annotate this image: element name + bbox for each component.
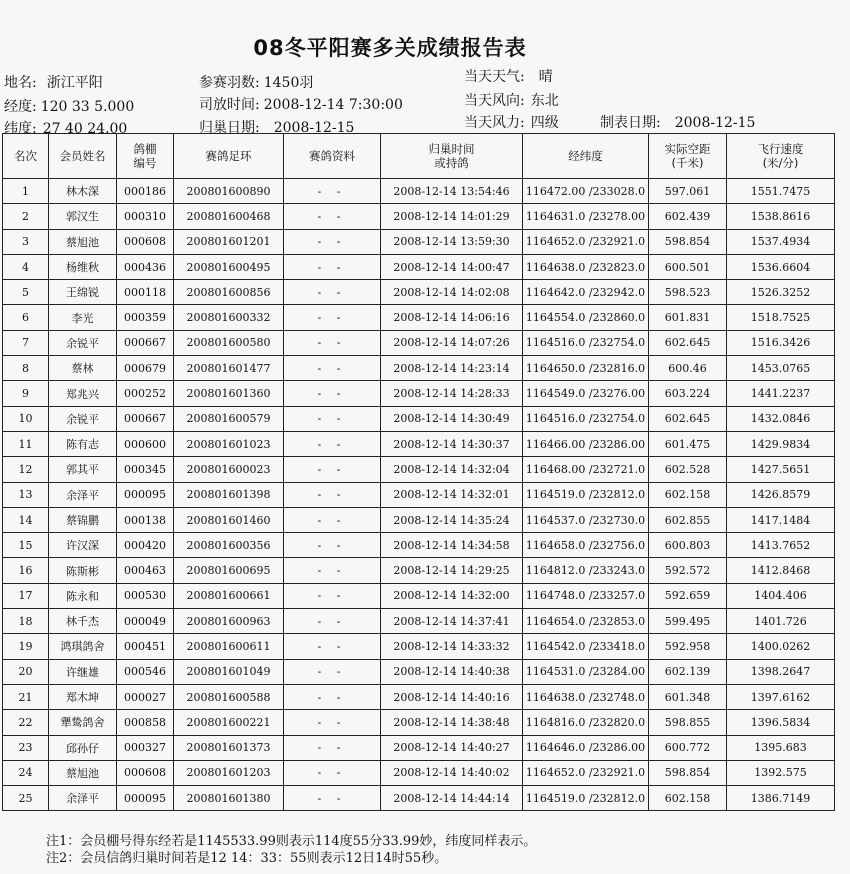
cell-rank: 5 [3,280,49,305]
cell-loft-number: 000345 [117,457,174,482]
cell-member-name: 余锐平 [49,330,117,355]
table-row [3,710,835,735]
wind-direction-label: 当天风向: [464,93,525,109]
cell-loft-number: 000600 [117,431,174,456]
cell-loft-number: 000608 [117,760,174,785]
cell-ring-number: 200801600356 [174,533,284,558]
cell-return-time: 2008-12-14 14:30:37 [381,431,523,456]
cell-member-name: 犟鸷鸽舍 [49,710,117,735]
table-row [3,558,835,583]
cell-ring-number: 200801600695 [174,558,284,583]
place-value: 浙江平阳 [46,75,103,91]
cell-speed: 1401.726 [727,609,835,634]
cell-return-time: 2008-12-14 14:23:14 [381,356,523,381]
col-header-ring: 赛鸽足环 [174,134,284,179]
footnote-2: 注2：会员信鸽归巢时间若是12 14：33：55则表示12日14时55秒。 [46,851,448,866]
cell-return-time: 2008-12-14 14:32:04 [381,457,523,482]
entries-value: 1450羽 [263,75,314,91]
table-row [3,431,835,456]
cell-rank: 14 [3,507,49,532]
cell-coordinates: 1164646.0 /23286.00 [523,735,649,760]
cell-loft-number: 000327 [117,735,174,760]
latitude-value: 27 40 24.00 [42,121,128,137]
cell-coordinates: 1164638.0 /232823.0 [523,254,649,279]
cell-pigeon-info: - - [284,710,381,735]
cell-pigeon-info: - - [284,507,381,532]
cell-speed: 1453.0765 [727,356,835,381]
table-header-row [3,134,835,179]
col-header-return-time: 归巢时间 或持鸽 [381,134,523,179]
cell-rank: 1 [3,179,49,204]
cell-ring-number: 200801600023 [174,457,284,482]
cell-speed: 1400.0262 [727,634,835,659]
cell-coordinates: 1164537.0 /232730.0 [523,507,649,532]
table-row [3,533,835,558]
cell-distance: 600.772 [649,735,727,760]
cell-return-time: 2008-12-14 14:40:38 [381,659,523,684]
made-date-value: 2008-12-15 [674,115,756,131]
table-row [3,179,835,204]
longitude-label: 经度: [4,99,37,115]
cell-speed: 1526.3252 [727,280,835,305]
cell-ring-number: 200801600579 [174,406,284,431]
cell-return-time: 2008-12-14 14:28:33 [381,381,523,406]
cell-speed: 1551.7475 [727,179,835,204]
cell-member-name: 王绵锐 [49,280,117,305]
cell-rank: 25 [3,786,49,811]
cell-coordinates: 1164549.0 /23276.00 [523,381,649,406]
cell-pigeon-info: - - [284,760,381,785]
cell-rank: 24 [3,760,49,785]
cell-loft-number: 000310 [117,204,174,229]
cell-coordinates: 1164748.0 /233257.0 [523,583,649,608]
cell-member-name: 余泽平 [49,786,117,811]
wind-direction-field [464,90,559,110]
return-date-value: 2008-12-15 [273,120,355,136]
cell-ring-number: 200801600661 [174,583,284,608]
cell-distance: 602.645 [649,330,727,355]
cell-pigeon-info: - - [284,735,381,760]
cell-member-name: 陈有志 [49,431,117,456]
cell-pigeon-info: - - [284,431,381,456]
cell-coordinates: 1164638.0 /232748.0 [523,684,649,709]
table-row [3,356,835,381]
cell-member-name: 蔡旭池 [49,229,117,254]
cell-return-time: 2008-12-14 14:37:41 [381,609,523,634]
cell-member-name: 余锐平 [49,406,117,431]
table-row [3,634,835,659]
cell-coordinates: 1164658.0 /232756.0 [523,533,649,558]
cell-return-time: 2008-12-14 14:44:14 [381,786,523,811]
cell-distance: 598.854 [649,760,727,785]
cell-ring-number: 200801601360 [174,381,284,406]
cell-coordinates: 1164642.0 /232942.0 [523,280,649,305]
cell-speed: 1427.5651 [727,457,835,482]
cell-rank: 21 [3,684,49,709]
cell-rank: 18 [3,609,49,634]
table-row [3,204,835,229]
cell-distance: 598.854 [649,229,727,254]
cell-speed: 1518.7525 [727,305,835,330]
weather-field [464,66,553,86]
cell-return-time: 2008-12-14 14:00:47 [381,254,523,279]
cell-rank: 17 [3,583,49,608]
cell-pigeon-info: - - [284,356,381,381]
cell-pigeon-info: - - [284,558,381,583]
cell-speed: 1516.3426 [727,330,835,355]
cell-rank: 3 [3,229,49,254]
place-label: 地名: [4,75,37,91]
cell-return-time: 2008-12-14 14:02:08 [381,280,523,305]
cell-pigeon-info: - - [284,229,381,254]
wind-force-value: 四级 [530,115,559,131]
cell-coordinates: 1164542.0 /233418.0 [523,634,649,659]
release-time-value: 2008-12-14 7:30:00 [263,97,403,113]
cell-ring-number: 200801600611 [174,634,284,659]
cell-coordinates: 116468.00 /232721.0 [523,457,649,482]
cell-loft-number: 000451 [117,634,174,659]
cell-coordinates: 1164652.0 /232921.0 [523,229,649,254]
cell-loft-number: 000118 [117,280,174,305]
made-date-field [600,112,755,132]
col-header-loft: 鸽棚 编号 [117,134,174,179]
cell-distance: 592.572 [649,558,727,583]
cell-rank: 22 [3,710,49,735]
cell-distance: 601.475 [649,431,727,456]
cell-return-time: 2008-12-14 14:38:48 [381,710,523,735]
weather-value: 晴 [538,69,553,85]
cell-member-name: 陈斯彬 [49,558,117,583]
cell-rank: 4 [3,254,49,279]
cell-loft-number: 000049 [117,609,174,634]
cell-pigeon-info: - - [284,659,381,684]
cell-distance: 602.158 [649,482,727,507]
cell-return-time: 2008-12-14 14:32:01 [381,482,523,507]
col-header-distance: 实际空距 (千米) [649,134,727,179]
cell-return-time: 2008-12-14 14:35:24 [381,507,523,532]
cell-member-name: 许继雄 [49,659,117,684]
made-date-label: 制表日期: [600,115,661,131]
cell-speed: 1396.5834 [727,710,835,735]
cell-loft-number: 000186 [117,179,174,204]
cell-rank: 6 [3,305,49,330]
cell-speed: 1537.4934 [727,229,835,254]
cell-coordinates: 1164816.0 /232820.0 [523,710,649,735]
cell-ring-number: 200801600468 [174,204,284,229]
entries-label: 参赛羽数: [199,75,260,91]
cell-return-time: 2008-12-14 14:07:26 [381,330,523,355]
report-title: 08冬平阳赛多关成绩报告表 [253,36,527,60]
cell-member-name: 杨维秋 [49,254,117,279]
cell-pigeon-info: - - [284,381,381,406]
col-header-rank: 名次 [3,134,49,179]
cell-ring-number: 200801601477 [174,356,284,381]
cell-loft-number: 000095 [117,786,174,811]
cell-rank: 10 [3,406,49,431]
cell-rank: 7 [3,330,49,355]
cell-coordinates: 116472.00 /233028.0 [523,179,649,204]
table-row [3,609,835,634]
cell-ring-number: 200801600580 [174,330,284,355]
footnotes [46,833,536,867]
cell-distance: 600.803 [649,533,727,558]
cell-distance: 597.061 [649,179,727,204]
cell-rank: 8 [3,356,49,381]
cell-member-name: 余泽平 [49,482,117,507]
wind-force-field [464,112,559,132]
cell-pigeon-info: - - [284,786,381,811]
cell-rank: 9 [3,381,49,406]
cell-speed: 1432.0846 [727,406,835,431]
cell-loft-number: 000138 [117,507,174,532]
cell-speed: 1441.2237 [727,381,835,406]
cell-ring-number: 200801600495 [174,254,284,279]
cell-distance: 602.158 [649,786,727,811]
table-row [3,659,835,684]
cell-pigeon-info: - - [284,254,381,279]
cell-loft-number: 000679 [117,356,174,381]
cell-speed: 1417.1484 [727,507,835,532]
results-table [2,133,835,811]
cell-distance: 598.523 [649,280,727,305]
cell-speed: 1412.8468 [727,558,835,583]
cell-ring-number: 200801601023 [174,431,284,456]
wind-direction-value: 东北 [530,93,559,109]
cell-speed: 1397.6162 [727,684,835,709]
col-header-coordinates: 经纬度 [523,134,649,179]
cell-loft-number: 000858 [117,710,174,735]
cell-distance: 602.439 [649,204,727,229]
cell-speed: 1395.683 [727,735,835,760]
cell-ring-number: 200801601373 [174,735,284,760]
footnote-1: 注1：会员棚号得东经若是1145533.99则表示114度55分33.99妙，纬度同样表示。 [46,834,537,849]
cell-pigeon-info: - - [284,684,381,709]
cell-coordinates: 1164519.0 /232812.0 [523,482,649,507]
cell-distance: 598.855 [649,710,727,735]
cell-return-time: 2008-12-14 14:40:16 [381,684,523,709]
table-row [3,482,835,507]
cell-coordinates: 1164516.0 /232754.0 [523,406,649,431]
cell-speed: 1413.7652 [727,533,835,558]
table-row [3,229,835,254]
cell-distance: 602.855 [649,507,727,532]
cell-pigeon-info: - - [284,533,381,558]
cell-return-time: 2008-12-14 14:40:27 [381,735,523,760]
col-header-info: 赛鸽资料 [284,134,381,179]
cell-coordinates: 1164652.0 /232921.0 [523,760,649,785]
entries-field [199,72,313,92]
cell-pigeon-info: - - [284,482,381,507]
cell-member-name: 郑木坤 [49,684,117,709]
cell-distance: 592.659 [649,583,727,608]
cell-ring-number: 200801601398 [174,482,284,507]
table-row [3,760,835,785]
cell-member-name: 蔡锦鹏 [49,507,117,532]
cell-speed: 1398.2647 [727,659,835,684]
cell-loft-number: 000420 [117,533,174,558]
table-row [3,786,835,811]
cell-distance: 602.645 [649,406,727,431]
cell-pigeon-info: - - [284,406,381,431]
cell-loft-number: 000252 [117,381,174,406]
longitude-value: 120 33 5.000 [40,99,135,115]
cell-speed: 1386.7149 [727,786,835,811]
cell-ring-number: 200801601460 [174,507,284,532]
cell-loft-number: 000463 [117,558,174,583]
cell-distance: 602.139 [649,659,727,684]
cell-pigeon-info: - - [284,634,381,659]
cell-speed: 1429.9834 [727,431,835,456]
table-row [3,280,835,305]
cell-member-name: 蔡林 [49,356,117,381]
cell-return-time: 2008-12-14 14:01:29 [381,204,523,229]
cell-coordinates: 1164519.0 /232812.0 [523,786,649,811]
cell-pigeon-info: - - [284,280,381,305]
cell-loft-number: 000436 [117,254,174,279]
cell-ring-number: 200801600221 [174,710,284,735]
cell-return-time: 2008-12-14 14:29:25 [381,558,523,583]
cell-distance: 599.495 [649,609,727,634]
table-row [3,457,835,482]
cell-loft-number: 000667 [117,406,174,431]
col-header-speed: 飞行速度 (米/分) [727,134,835,179]
cell-return-time: 2008-12-14 14:34:58 [381,533,523,558]
cell-loft-number: 000546 [117,659,174,684]
cell-return-time: 2008-12-14 14:06:16 [381,305,523,330]
cell-return-time: 2008-12-14 14:33:32 [381,634,523,659]
table-row [3,381,835,406]
cell-return-time: 2008-12-14 14:30:49 [381,406,523,431]
cell-pigeon-info: - - [284,179,381,204]
cell-loft-number: 000095 [117,482,174,507]
cell-loft-number: 000667 [117,330,174,355]
cell-member-name: 郭汉生 [49,204,117,229]
cell-speed: 1426.8579 [727,482,835,507]
cell-rank: 2 [3,204,49,229]
table-row [3,254,835,279]
table-row [3,330,835,355]
cell-pigeon-info: - - [284,305,381,330]
cell-pigeon-info: - - [284,609,381,634]
longitude-field [4,96,134,116]
cell-speed: 1404.406 [727,583,835,608]
cell-member-name: 郭其平 [49,457,117,482]
table-row [3,583,835,608]
table-row [3,735,835,760]
cell-return-time: 2008-12-14 13:54:46 [381,179,523,204]
cell-distance: 602.528 [649,457,727,482]
cell-rank: 13 [3,482,49,507]
cell-rank: 12 [3,457,49,482]
wind-force-label: 当天风力: [464,115,525,131]
cell-rank: 20 [3,659,49,684]
cell-member-name: 邱孙仔 [49,735,117,760]
release-time-label: 司放时间: [199,97,260,113]
cell-return-time: 2008-12-14 14:40:02 [381,760,523,785]
cell-coordinates: 1164554.0 /232860.0 [523,305,649,330]
cell-speed: 1538.8616 [727,204,835,229]
cell-member-name: 陈永和 [49,583,117,608]
cell-ring-number: 200801600963 [174,609,284,634]
place-field [4,72,103,92]
cell-member-name: 林木深 [49,179,117,204]
cell-distance: 603.224 [649,381,727,406]
table-body [3,179,835,811]
cell-coordinates: 1164631.0 /23278.00 [523,204,649,229]
cell-speed: 1536.6604 [727,254,835,279]
cell-member-name: 郑兆兴 [49,381,117,406]
cell-loft-number: 000530 [117,583,174,608]
cell-coordinates: 1164812.0 /233243.0 [523,558,649,583]
cell-distance: 592.958 [649,634,727,659]
cell-speed: 1392.575 [727,760,835,785]
cell-coordinates: 1164516.0 /232754.0 [523,330,649,355]
cell-rank: 23 [3,735,49,760]
cell-rank: 19 [3,634,49,659]
cell-pigeon-info: - - [284,457,381,482]
table-row [3,507,835,532]
cell-loft-number: 000359 [117,305,174,330]
latitude-label: 纬度: [4,121,37,137]
cell-ring-number: 200801601380 [174,786,284,811]
col-header-member: 会员姓名 [49,134,117,179]
cell-loft-number: 000027 [117,684,174,709]
cell-ring-number: 200801600332 [174,305,284,330]
cell-ring-number: 200801600856 [174,280,284,305]
cell-pigeon-info: - - [284,204,381,229]
cell-ring-number: 200801601049 [174,659,284,684]
weather-label: 当天天气: [464,69,525,85]
cell-member-name: 林千杰 [49,609,117,634]
table-row [3,684,835,709]
cell-ring-number: 200801600588 [174,684,284,709]
cell-ring-number: 200801600890 [174,179,284,204]
cell-rank: 15 [3,533,49,558]
cell-return-time: 2008-12-14 13:59:30 [381,229,523,254]
cell-rank: 11 [3,431,49,456]
cell-member-name: 蔡旭池 [49,760,117,785]
cell-return-time: 2008-12-14 14:32:00 [381,583,523,608]
cell-coordinates: 1164531.0 /23284.00 [523,659,649,684]
cell-ring-number: 200801601201 [174,229,284,254]
cell-member-name: 李光 [49,305,117,330]
cell-distance: 601.348 [649,684,727,709]
cell-pigeon-info: - - [284,330,381,355]
cell-member-name: 许汉深 [49,533,117,558]
cell-member-name: 鸿琪鸽舍 [49,634,117,659]
return-date-label: 归巢日期: [199,120,260,136]
table-row [3,305,835,330]
cell-ring-number: 200801601203 [174,760,284,785]
cell-distance: 601.831 [649,305,727,330]
release-time-field [199,94,403,114]
cell-distance: 600.501 [649,254,727,279]
cell-coordinates: 116466.00 /23286.00 [523,431,649,456]
table-row [3,406,835,431]
cell-pigeon-info: - - [284,583,381,608]
cell-coordinates: 1164650.0 /232816.0 [523,356,649,381]
cell-rank: 16 [3,558,49,583]
cell-coordinates: 1164654.0 /232853.0 [523,609,649,634]
cell-loft-number: 000608 [117,229,174,254]
cell-distance: 600.46 [649,356,727,381]
